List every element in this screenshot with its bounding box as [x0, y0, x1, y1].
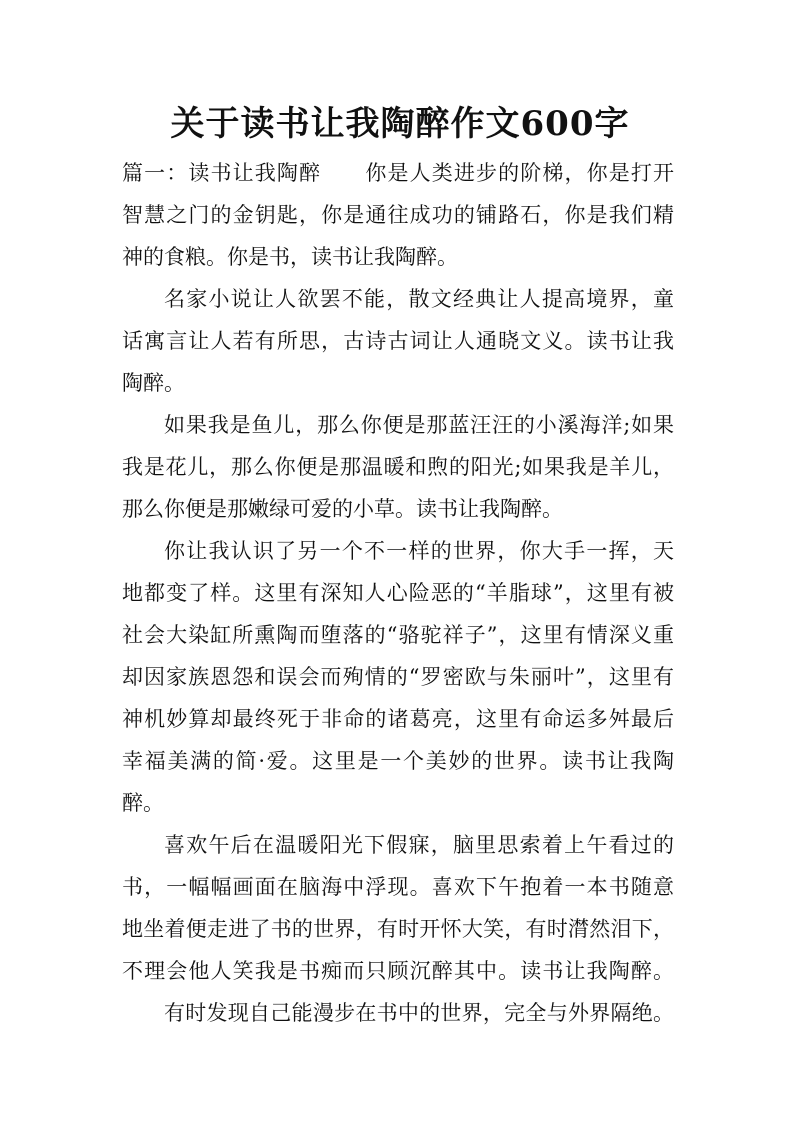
document-title: 关于读书让我陶醉作文600字 — [170, 104, 630, 144]
text-line: 醉。 — [122, 791, 164, 815]
text-line: 有时发现自己能漫步在书中的世界，完全与外界隔绝。 — [164, 1001, 674, 1025]
text-line: 幸福美满的简·爱。这里是一个美妙的世界。读书让我陶 — [122, 749, 674, 773]
text-line: 陶醉。 — [122, 371, 185, 395]
text-line: 那么你便是那嫩绿可爱的小草。读书让我陶醉。 — [122, 497, 563, 521]
text-line: 却因家族恩怨和误会而殉情的“罗密欧与朱丽叶”，这里有 — [122, 665, 674, 689]
text-line: 如果我是鱼儿，那么你便是那蓝汪汪的小溪海洋;如果 — [164, 413, 674, 437]
text-line: 不理会他人笑我是书痴而只顾沉醉其中。读书让我陶醉。 — [122, 959, 674, 983]
text-line: 地都变了样。这里有深知人心险恶的“羊脂球”，这里有被 — [122, 581, 674, 605]
text-line: 地坐着便走进了书的世界，有时开怀大笑，有时潸然泪下， — [122, 917, 674, 941]
text-line: 智慧之门的金钥匙，你是通往成功的铺路石，你是我们精 — [122, 203, 674, 227]
text-line: 名家小说让人欲罢不能，散文经典让人提高境界，童 — [164, 287, 674, 311]
text-line: 书，一幅幅画面在脑海中浮现。喜欢下午抱着一本书随意 — [122, 875, 674, 899]
text-line: 你让我认识了另一个不一样的世界，你大手一挥，天 — [164, 539, 674, 563]
text-line: 神的食粮。你是书，读书让我陶醉。 — [122, 245, 458, 269]
text-line: 喜欢午后在温暖阳光下假寐，脑里思索着上午看过的 — [164, 833, 674, 857]
text-line: 我是花儿，那么你便是那温暖和煦的阳光;如果我是羊儿， — [122, 455, 674, 479]
text-line: 话寓言让人若有所思，古诗古词让人通晓文义。读书让我 — [122, 329, 674, 353]
text-line: 篇一：读书让我陶醉 你是人类进步的阶梯，你是打开 — [122, 161, 674, 185]
text-line: 社会大染缸所熏陶而堕落的“骆驼祥子”，这里有情深义重 — [122, 623, 674, 647]
text-line: 神机妙算却最终死于非命的诸葛亮，这里有命运多舛最后 — [122, 707, 674, 731]
